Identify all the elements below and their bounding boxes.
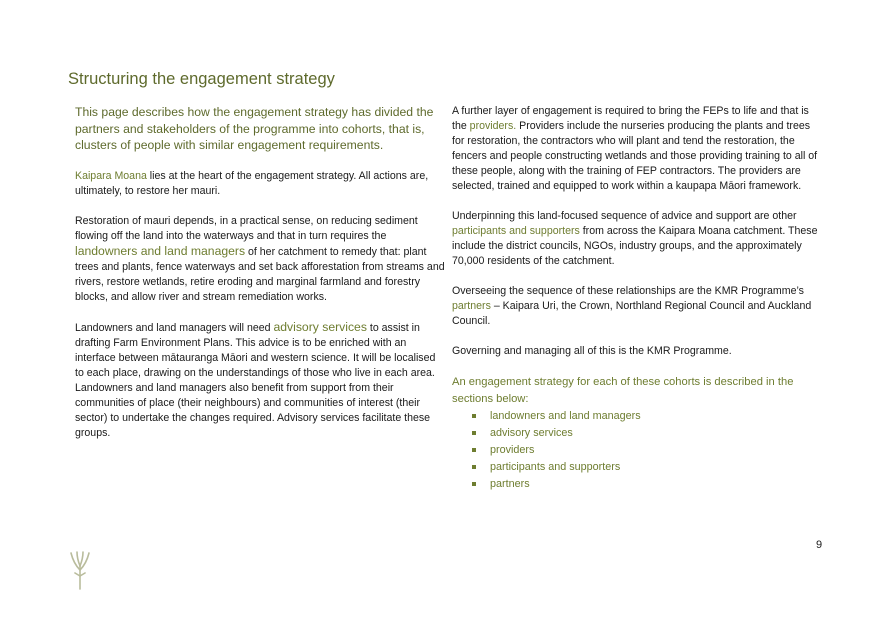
highlight-participants: participants and supporters	[452, 225, 580, 237]
paragraph-governing: Governing and managing all of this is the KMR Programme.	[452, 345, 732, 357]
text-span: Landowners and land managers will need	[75, 321, 274, 334]
text-span: Providers include the nurseries producing the plants and trees for restoration, the contractors who will plant and tend the restoration, the fencers and people constructing wetlands and those providing training to all of these people, along with the training of FEP contractors. The providers are selected, trained and equipped to work within a kaupapa Māori framework.	[452, 120, 818, 192]
list-item: participants and supporters	[472, 459, 824, 476]
left-column	[75, 104, 445, 456]
cohort-list	[452, 408, 824, 493]
text-span: to assist in drafting Farm Environment Plans. This advice is to be enriched with an interface between mātauranga Māori and western science. It will be localised to each place, drawing on the understandings of those who live in each area. Landowners and land managers also benefit from support from their communities of place (their neighbours) and communities of interest (their sector) to undertake the changes required. Advisory services facilitate these groups.	[75, 321, 436, 439]
text-span: lies at the heart of the engagement strategy. All actions are, ultimately, to restore her mauri.	[75, 169, 429, 197]
text-span: Underpinning this land-focused sequence of advice and support are other	[452, 210, 797, 222]
paragraph-partners	[452, 284, 824, 329]
text-span: A further layer of engagement is required to bring the FEPs to life and that is the	[452, 105, 809, 132]
text-span: Overseeing the sequence of these relationships are the KMR Programme’s	[452, 285, 804, 297]
text-span: from across the Kaipara Moana catchment. These include the district councils, NGOs, industry groups, and the approximately 70,000 residents of the catchment.	[452, 225, 818, 267]
highlight-partners: partners	[452, 300, 491, 312]
paragraph-kaipara-moana	[75, 169, 445, 199]
paragraph-advisory	[75, 320, 445, 441]
list-item: landowners and land managers	[472, 408, 824, 425]
page-number: 9	[816, 539, 823, 551]
paragraph-providers	[452, 104, 824, 194]
intro-paragraph: This page describes how the engagement strategy has divided the partners and stakeholders of the programme into cohorts, that is, clusters of people with similar engagement requirements.	[75, 105, 434, 152]
right-column	[452, 104, 824, 493]
highlight-landowners: landowners and land managers	[75, 243, 246, 258]
paragraph-cohorts-intro: An engagement strategy for each of these cohorts is described in the sections below:	[452, 376, 794, 405]
text-span: – Kaipara Uri, the Crown, Northland Regional Council and Auckland Council.	[452, 300, 812, 327]
list-item: advisory services	[472, 425, 824, 442]
paragraph-restoration	[75, 214, 445, 305]
list-item: partners	[472, 476, 824, 493]
list-item: providers	[472, 442, 824, 459]
text-span: of her catchment to remedy that: plant trees and plants, fence waterways and set back afforestation from streams and rivers, restore wetlands, retire eroding and marginal farmland and forestry blocks, and allow river and stream remediation works.	[75, 245, 445, 303]
highlight-advisory-services: advisory services	[273, 319, 367, 334]
page-title: Structuring the engagement strategy	[68, 70, 335, 88]
text-span: Restoration of mauri depends, in a practical sense, on reducing sediment flowing off the land into the waterways and that in turn requires the	[75, 214, 418, 242]
fern-sprout-logo-icon	[68, 550, 92, 590]
highlight-providers: providers.	[469, 120, 517, 132]
paragraph-participants	[452, 209, 824, 269]
highlight-kaipara-moana: Kaipara Moana	[75, 169, 147, 182]
